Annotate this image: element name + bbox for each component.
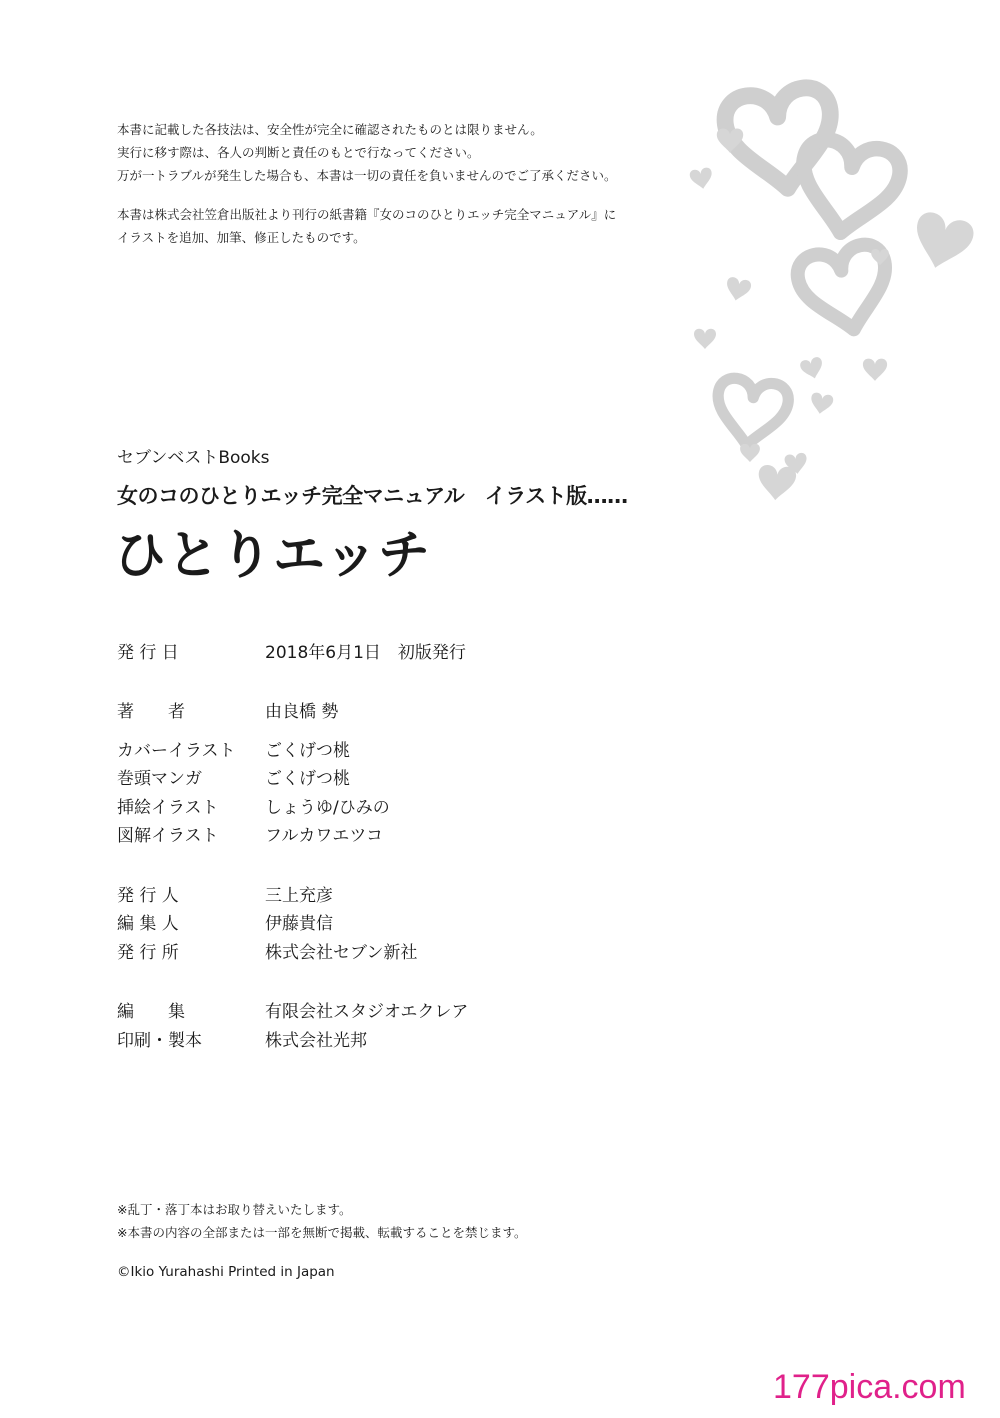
hearts-decoration-icon <box>660 70 990 510</box>
row-label: 発 行 日 <box>117 642 179 663</box>
row-label: 挿絵イラスト <box>117 797 219 818</box>
row-value: 株式会社光邦 <box>265 1030 367 1051</box>
footer-line: ※乱丁・落丁本はお取り替えいたします。 <box>117 1202 352 1217</box>
disclaimer-notice <box>117 118 617 249</box>
colophon-row-author <box>117 696 468 725</box>
colophon-table <box>117 636 468 1053</box>
row-label: 編 集 人 <box>117 914 179 935</box>
colophon-row-publisher <box>117 879 468 908</box>
origin-line: 本書は株式会社笠倉出版社より刊行の紙書籍『女のコのひとりエッチ完全マニュアル』に <box>117 207 617 222</box>
disclaimer-line: 実行に移す際は、各人の判断と責任のもとで行なってください。 <box>117 145 480 160</box>
disclaimer-line: 万が一トラブルが発生した場合も、本書は一切の責任を負いませんのでご了承ください。 <box>117 168 617 183</box>
row-value: ごくげつ桃 <box>265 769 350 790</box>
row-value: ごくげつ桃 <box>265 740 350 761</box>
row-label: 著 者 <box>117 702 185 723</box>
row-label: 印刷・製本 <box>117 1030 202 1051</box>
row-value: しょうゆ/ひみの <box>265 797 390 818</box>
colophon-row-illustrations <box>117 791 468 820</box>
row-label: 図解イラスト <box>117 826 219 847</box>
colophon-row-editor-in-chief <box>117 908 468 937</box>
colophon-row-publish-date <box>117 636 468 665</box>
row-label: 発 行 人 <box>117 885 179 906</box>
origin-line: イラストを追加、加筆、修正したものです。 <box>117 230 366 245</box>
book-subtitle: 女のコのひとりエッチ完全マニュアル イラスト版…… <box>117 484 628 508</box>
row-label: 巻頭マンガ <box>117 769 202 790</box>
footer-line: ※本書の内容の全部または一部を無断で掲載、転載することを禁じます。 <box>117 1225 527 1240</box>
row-value: フルカワエツコ <box>265 826 383 847</box>
disclaimer-line: 本書に記載した各技法は、安全性が完全に確認されたものとは限りません。 <box>117 122 543 137</box>
site-watermark: 177pica.com <box>773 1368 966 1406</box>
series-name: セブンベストBooks <box>117 448 270 468</box>
row-value: 伊藤貴信 <box>265 914 333 935</box>
row-value: 有限会社スタジオエクレア <box>265 1002 469 1023</box>
colophon-row-editing <box>117 996 468 1025</box>
colophon-row-diagram-illustrations <box>117 820 468 849</box>
row-label: カバーイラスト <box>117 740 236 761</box>
row-value: 株式会社セブン新社 <box>265 942 418 963</box>
colophon-row-publishing-house <box>117 936 468 965</box>
row-value: 2018年6月1日 初版発行 <box>265 642 466 663</box>
colophon-row-printing <box>117 1024 468 1053</box>
row-label: 発 行 所 <box>117 942 179 963</box>
row-value: 由良橋 勢 <box>265 702 339 723</box>
footer-notes <box>117 1198 526 1244</box>
colophon-row-cover-illustration <box>117 734 468 763</box>
row-value: 三上充彦 <box>265 885 333 906</box>
book-title: ひとりエッチ <box>114 526 431 586</box>
copyright-line: ©Ikio Yurahashi Printed in Japan <box>117 1264 335 1280</box>
colophon-row-opening-manga <box>117 763 468 792</box>
row-label: 編 集 <box>117 1002 185 1023</box>
